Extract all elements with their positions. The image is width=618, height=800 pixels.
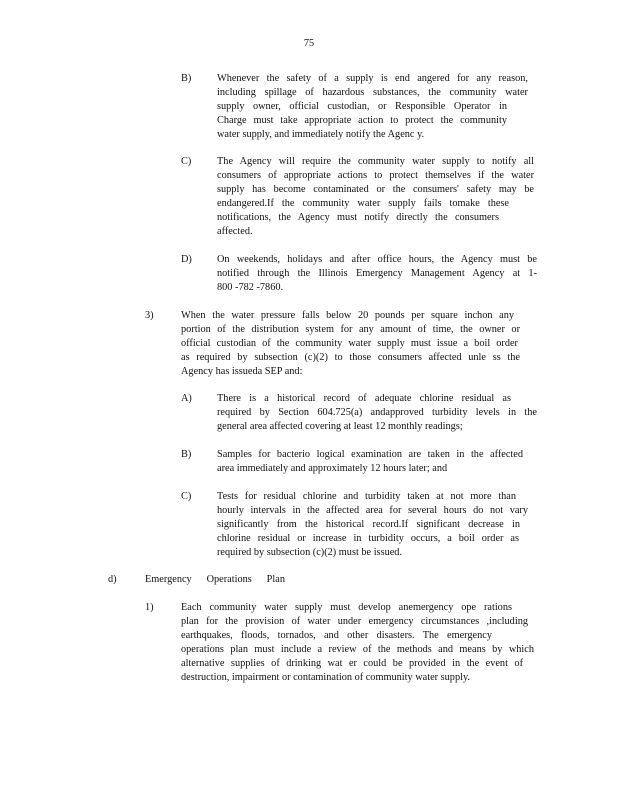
text-line: consumers of appropriate actions to protect themselves if the water bbox=[217, 169, 534, 181]
text-line: destruction, impairment or contamination of community water supply. bbox=[181, 671, 471, 683]
text-line: hourly intervals in the affected area for several hours do not vary bbox=[217, 504, 528, 516]
text-line: general area affected covering at least 12 monthly readings; bbox=[217, 420, 463, 432]
item-text bbox=[217, 490, 528, 560]
item-label: d) bbox=[108, 574, 117, 585]
text-line: earthquakes, floods, tornados, and other disasters. The emergency bbox=[181, 629, 492, 641]
text-line: Agency has issueda SEP and: bbox=[181, 365, 303, 377]
text-line: endangered.If the community water supply fails tomake these bbox=[217, 197, 509, 209]
text-line: When the water pressure falls below 20 pounds per square inchon any bbox=[181, 310, 514, 321]
text-line: supply owner, official custodian, or Responsible Operator in bbox=[217, 100, 507, 112]
text-line: affected. bbox=[217, 225, 253, 237]
text-line: supply has become contaminated or the consumers' safety may be bbox=[217, 183, 534, 195]
text-line: Tests for residual chlorine and turbidity taken at not more than bbox=[217, 491, 516, 502]
item-text bbox=[181, 601, 534, 684]
text-line: water supply, and immediately notify the Agenc y. bbox=[217, 128, 425, 140]
text-line: significantly from the historical record.If significant decrease in bbox=[217, 518, 520, 530]
item-label: 3) bbox=[145, 310, 154, 321]
item-text bbox=[217, 72, 528, 142]
text-line: chlorine residual or increase in turbidity occurs, a boil order as bbox=[217, 532, 519, 544]
text-line: portion of the distribution system for any amount of time, the owner or bbox=[181, 323, 520, 335]
item-text bbox=[217, 448, 523, 476]
item-text bbox=[181, 309, 520, 379]
item-label: B) bbox=[181, 73, 192, 84]
text-line: including spillage of hazardous substances, the community water bbox=[217, 86, 528, 98]
text-line: Emergency Operations Plan bbox=[145, 574, 285, 585]
page-number: 75 bbox=[303, 38, 315, 49]
text-line: On weekends, holidays and after office hours, the Agency must be bbox=[217, 254, 537, 265]
text-line: required by Section 604.725(a) andapproved turbidity levels in the bbox=[217, 406, 537, 418]
text-line: Each community water supply must develop anemergency ope rations bbox=[181, 602, 512, 613]
text-line: Whenever the safety of a supply is end angered for any reason, bbox=[217, 73, 528, 84]
text-line: Charge must take appropriate action to protect the community bbox=[217, 114, 507, 126]
text-line: plan for the provision of water under emergency circumstances ,including bbox=[181, 615, 528, 627]
text-line: operations plan must include a review of the methods and means by which bbox=[181, 643, 534, 655]
text-line: notified through the Illinois Emergency Management Agency at 1- bbox=[217, 267, 537, 279]
item-label: 1) bbox=[145, 602, 154, 613]
item-label: B) bbox=[181, 449, 192, 460]
item-label: D) bbox=[181, 254, 192, 265]
item-text bbox=[217, 155, 534, 238]
text-line: notifications, the Agency must notify directly the consumers bbox=[217, 211, 499, 223]
text-line: required by subsection (c)(2) must be issued. bbox=[217, 546, 403, 558]
item-label: C) bbox=[181, 156, 192, 167]
item-label: C) bbox=[181, 491, 192, 502]
item-label: A) bbox=[181, 393, 192, 404]
section-title bbox=[145, 573, 285, 587]
text-line: Samples for bacterio logical examination are taken in the affected bbox=[217, 449, 523, 460]
text-line: 800 -782 -7860. bbox=[217, 281, 284, 293]
item-text bbox=[217, 392, 537, 434]
text-line: as required by subsection (c)(2) to those consumers affected unle ss the bbox=[181, 351, 520, 363]
text-line: The Agency will require the community water supply to notify all bbox=[217, 156, 534, 167]
text-line: There is a historical record of adequate chlorine residual as bbox=[217, 393, 511, 404]
item-text bbox=[217, 253, 537, 295]
text-line: area immediately and approximately 12 hours later; and bbox=[217, 462, 448, 474]
text-line: alternative supplies of drinking wat er could be provided in the event of bbox=[181, 657, 523, 669]
text-line: official custodian of the community water supply must issue a boil order bbox=[181, 337, 518, 349]
